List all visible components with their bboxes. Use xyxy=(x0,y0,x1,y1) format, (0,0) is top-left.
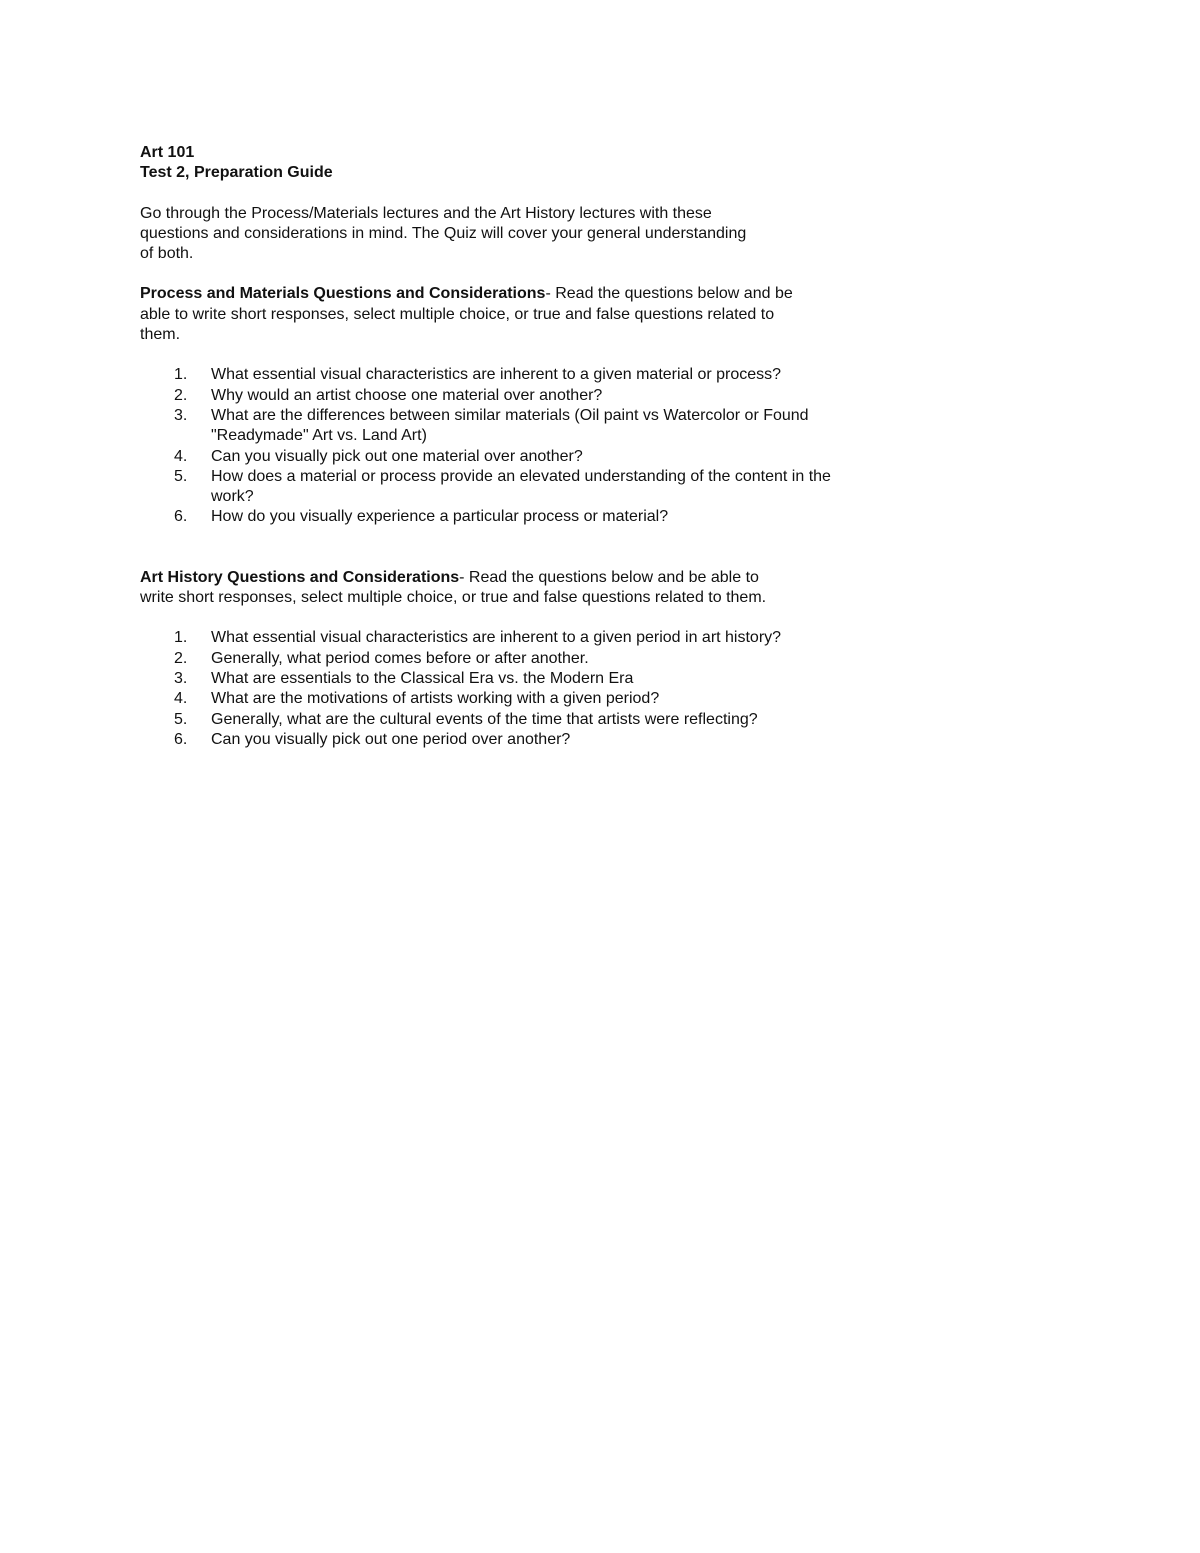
list-item xyxy=(140,628,910,648)
intro-line: of both. xyxy=(140,245,194,263)
item-number: 2. xyxy=(174,649,188,667)
item-number: 1. xyxy=(174,629,188,647)
list-item xyxy=(140,447,910,467)
process-section-desc-line: them. xyxy=(140,326,181,344)
process-section-description xyxy=(140,284,900,345)
list-item xyxy=(140,467,910,508)
item-text-continued: "Readymade" Art vs. Land Art) xyxy=(211,427,427,445)
document-subtitle: Test 2, Preparation Guide xyxy=(140,164,333,182)
history-section-heading-line xyxy=(140,568,900,588)
item-number: 6. xyxy=(174,508,188,526)
spacer xyxy=(140,184,910,204)
item-number: 4. xyxy=(174,447,188,465)
process-section-desc: - Read the questions below and be xyxy=(545,285,793,303)
spacer xyxy=(140,528,910,568)
item-text: Can you visually pick out one material over another? xyxy=(211,447,583,465)
item-text: What are essentials to the Classical Era vs. the Modern Era xyxy=(211,669,634,687)
item-text: How do you visually experience a particular process or material? xyxy=(211,508,669,526)
list-item xyxy=(140,710,910,730)
list-item xyxy=(140,386,910,406)
item-text: Can you visually pick out one period over another? xyxy=(211,730,571,748)
item-text: How does a material or process provide an elevated understanding of the content in the xyxy=(211,467,831,485)
item-text: What are the differences between similar materials (Oil paint vs Watercolor or Found xyxy=(211,406,809,424)
history-section-desc: - Read the questions below and be able to xyxy=(459,568,759,586)
item-number: 1. xyxy=(174,366,188,384)
history-section-title: Art History Questions and Considerations xyxy=(140,568,460,586)
intro-line: questions and considerations in mind. The Quiz will cover your general understanding xyxy=(140,224,747,242)
item-text: What essential visual characteristics are inherent to a given material or process? xyxy=(211,366,782,384)
list-item xyxy=(140,689,910,709)
item-number: 5. xyxy=(174,467,188,485)
history-question-list xyxy=(140,628,910,750)
item-text-continued: work? xyxy=(211,488,254,506)
spacer xyxy=(140,345,910,365)
item-number: 4. xyxy=(174,690,188,708)
intro-paragraph xyxy=(140,204,900,265)
history-section-desc-line: write short responses, select multiple choice, or true and false questions related to them. xyxy=(140,589,767,607)
item-text: Generally, what are the cultural events of the time that artists were reflecting? xyxy=(211,710,758,728)
list-item xyxy=(140,365,910,385)
process-section-title: Process and Materials Questions and Considerations xyxy=(140,285,546,303)
item-number: 2. xyxy=(174,386,188,404)
spacer xyxy=(140,264,910,284)
item-number: 3. xyxy=(174,406,188,424)
item-number: 6. xyxy=(174,730,188,748)
intro-line: Go through the Process/Materials lectures and the Art History lectures with these xyxy=(140,204,712,222)
item-text: Why would an artist choose one material over another? xyxy=(211,386,603,404)
list-item xyxy=(140,649,910,669)
item-text: Generally, what period comes before or after another. xyxy=(211,649,589,667)
process-section-heading-line xyxy=(140,284,900,304)
item-number: 3. xyxy=(174,669,188,687)
list-item xyxy=(140,406,910,447)
item-text: What are the motivations of artists working with a given period? xyxy=(211,690,660,708)
list-item xyxy=(140,669,910,689)
document-page xyxy=(140,143,910,750)
process-section-desc-line: able to write short responses, select multiple choice, or true and false questions related to xyxy=(140,305,775,323)
list-item xyxy=(140,507,910,527)
history-section-description xyxy=(140,568,900,609)
item-number: 5. xyxy=(174,710,188,728)
course-title: Art 101 xyxy=(140,144,195,161)
process-question-list xyxy=(140,365,910,527)
spacer xyxy=(140,608,910,628)
list-item xyxy=(140,730,910,750)
item-text: What essential visual characteristics are inherent to a given period in art history? xyxy=(211,629,782,647)
